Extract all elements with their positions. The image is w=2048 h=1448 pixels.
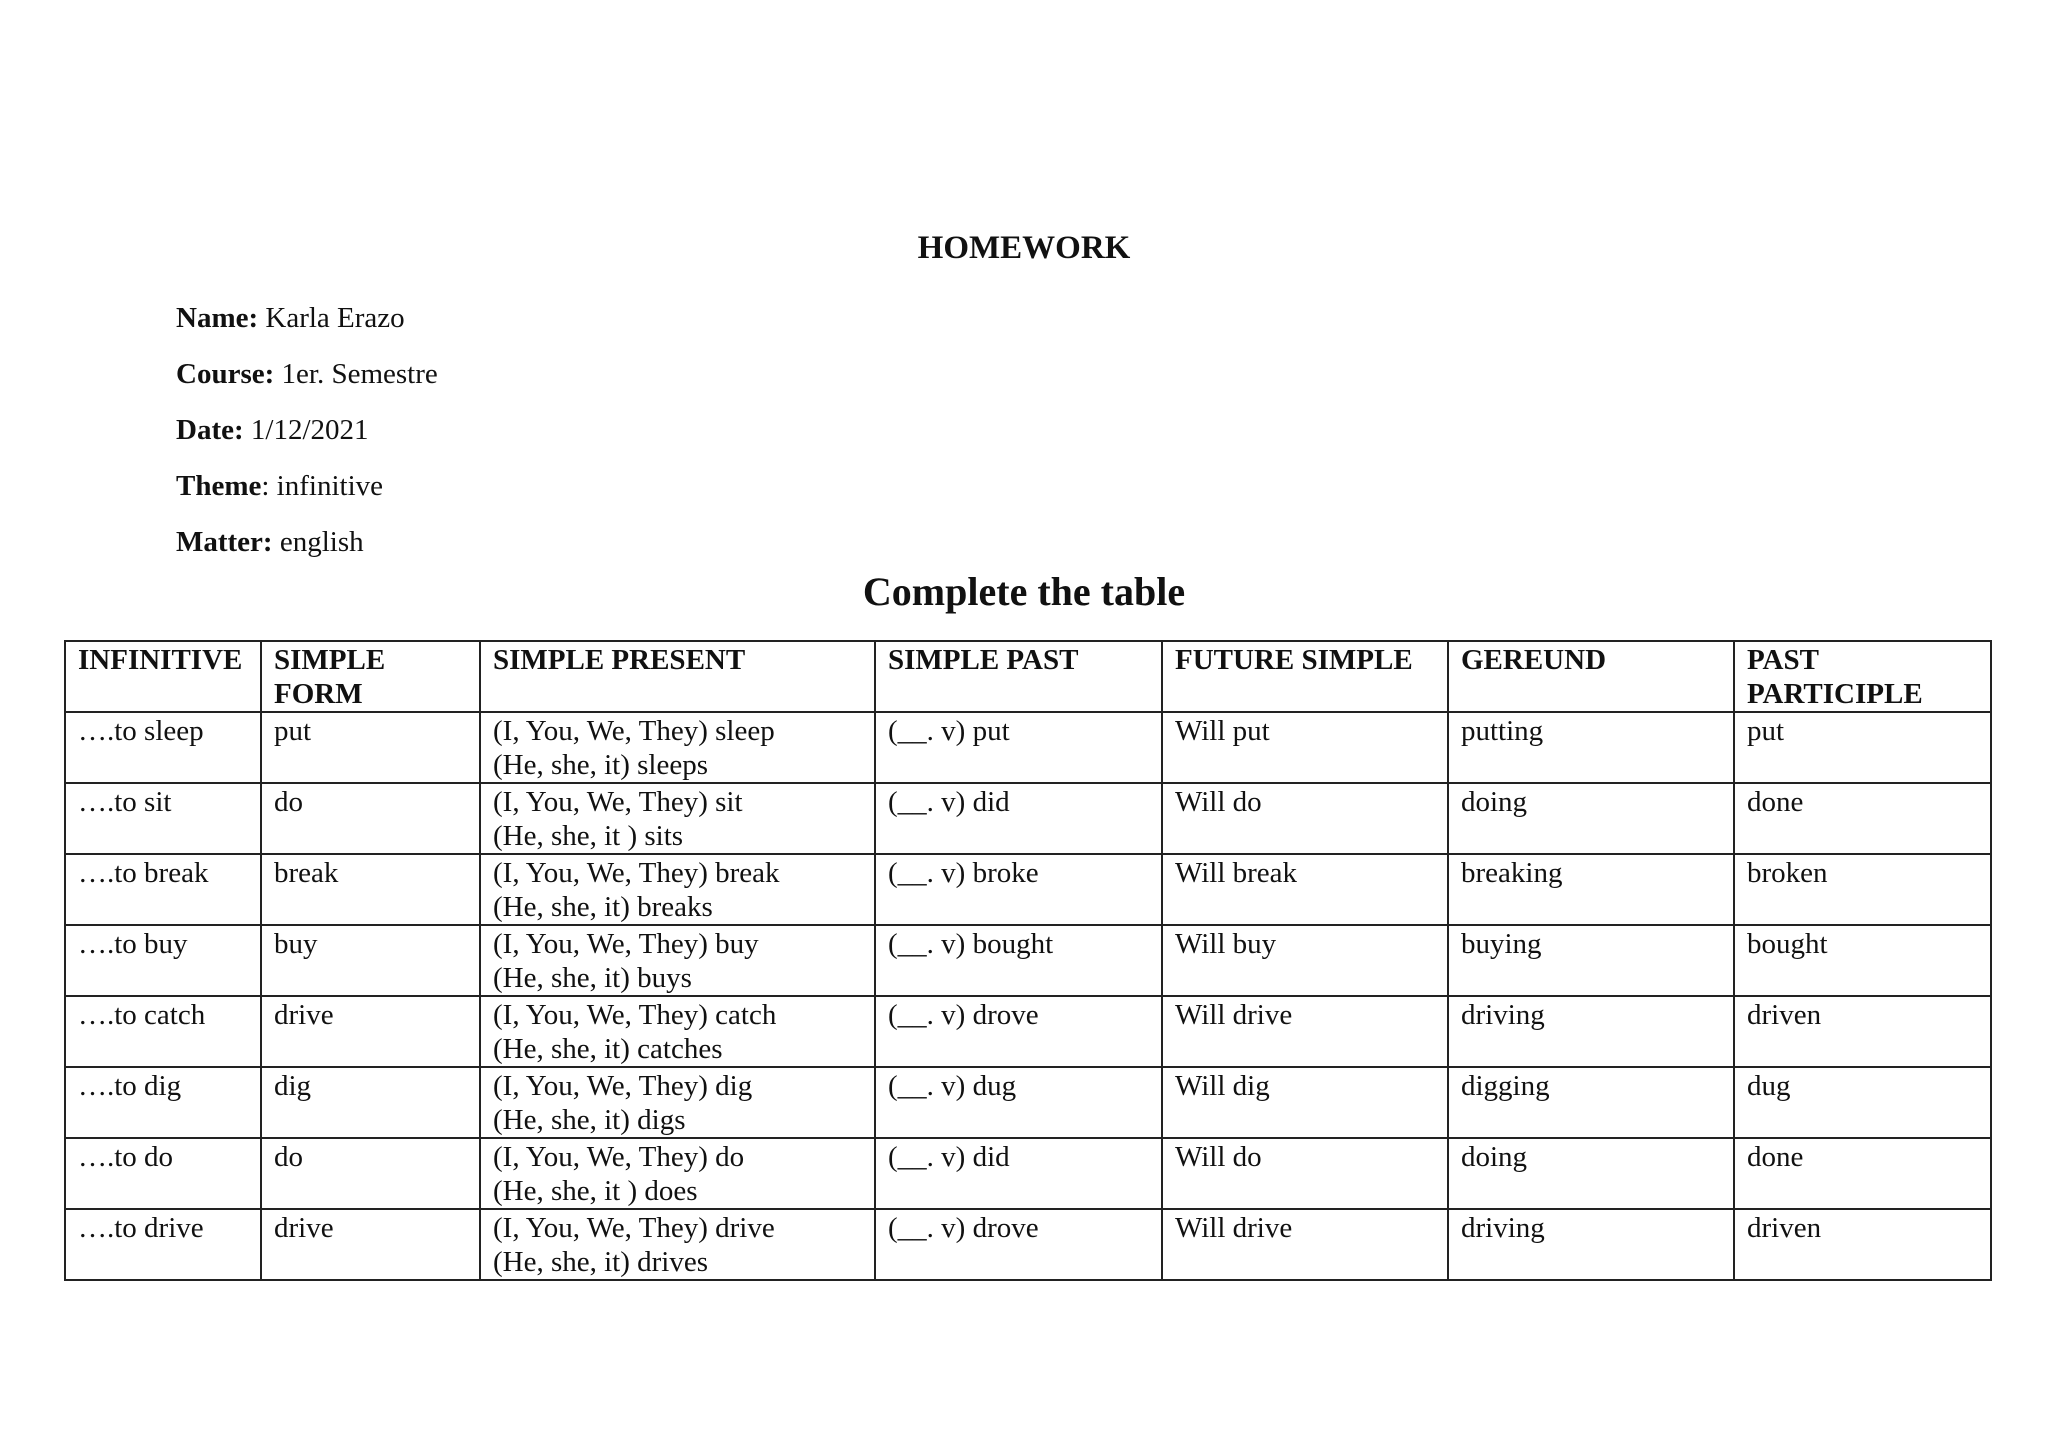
simple-form-cell: dig — [261, 1067, 480, 1138]
past-participle-cell: bought — [1734, 925, 1991, 996]
infinitive-cell: ….to drive — [65, 1209, 261, 1280]
gerund-cell: putting — [1448, 712, 1734, 783]
document-title: HOMEWORK — [917, 230, 1131, 266]
name-label: Name: — [176, 302, 259, 334]
course-line — [176, 346, 438, 402]
header-simple-past: SIMPLE PAST — [875, 641, 1162, 712]
gerund-cell: buying — [1448, 925, 1734, 996]
table-title: Complete the table — [862, 569, 1186, 614]
simple-past-cell: (__. v) broke — [875, 854, 1162, 925]
table-row — [65, 1067, 1991, 1138]
future-simple-cell: Will dig — [1162, 1067, 1448, 1138]
gerund-cell: driving — [1448, 1209, 1734, 1280]
theme-value: : infinitive — [261, 470, 383, 502]
simple-past-cell: (__. v) did — [875, 1138, 1162, 1209]
present-plural: (I, You, We, They) buy — [493, 928, 759, 960]
header-row — [65, 641, 1991, 712]
simple-past-cell: (__. v) bought — [875, 925, 1162, 996]
header-infinitive: INFINITIVE — [65, 641, 261, 712]
present-singular: (He, she, it) digs — [493, 1104, 686, 1136]
header-simple-present: SIMPLE PRESENT — [480, 641, 875, 712]
name-line — [176, 290, 438, 346]
simple-present-cell — [480, 1209, 875, 1280]
present-singular: (He, she, it) buys — [493, 962, 692, 994]
header-past-participle: PAST PARTICIPLE — [1734, 641, 1991, 712]
simple-present-cell — [480, 1138, 875, 1209]
simple-form-cell: drive — [261, 996, 480, 1067]
simple-past-cell: (__. v) drove — [875, 996, 1162, 1067]
gerund-cell: digging — [1448, 1067, 1734, 1138]
table-row — [65, 783, 1991, 854]
theme-line — [176, 458, 438, 514]
header-future-simple: FUTURE SIMPLE — [1162, 641, 1448, 712]
present-singular: (He, she, it) drives — [493, 1246, 709, 1278]
present-plural: (I, You, We, They) do — [493, 1141, 745, 1173]
table-row — [65, 1209, 1991, 1280]
simple-form-cell: drive — [261, 1209, 480, 1280]
simple-past-cell: (__. v) drove — [875, 1209, 1162, 1280]
simple-past-cell: (__. v) did — [875, 783, 1162, 854]
simple-form-cell: do — [261, 783, 480, 854]
future-simple-cell: Will buy — [1162, 925, 1448, 996]
future-simple-cell: Will break — [1162, 854, 1448, 925]
future-simple-cell: Will drive — [1162, 1209, 1448, 1280]
gerund-cell: driving — [1448, 996, 1734, 1067]
gerund-cell: breaking — [1448, 854, 1734, 925]
infinitive-cell: ….to buy — [65, 925, 261, 996]
infinitive-cell: ….to sleep — [65, 712, 261, 783]
present-singular: (He, she, it) catches — [493, 1033, 723, 1065]
present-plural: (I, You, We, They) sit — [493, 786, 743, 818]
infinitive-cell: ….to break — [65, 854, 261, 925]
simple-present-cell — [480, 925, 875, 996]
past-participle-cell: dug — [1734, 1067, 1991, 1138]
present-plural: (I, You, We, They) sleep — [493, 715, 775, 747]
simple-form-cell: break — [261, 854, 480, 925]
simple-form-cell: put — [261, 712, 480, 783]
gerund-cell: doing — [1448, 1138, 1734, 1209]
past-participle-cell: driven — [1734, 996, 1991, 1067]
future-simple-cell: Will do — [1162, 783, 1448, 854]
simple-present-cell — [480, 712, 875, 783]
present-singular: (He, she, it) sleeps — [493, 749, 709, 781]
table-row — [65, 854, 1991, 925]
infinitive-cell: ….to do — [65, 1138, 261, 1209]
infinitive-cell: ….to catch — [65, 996, 261, 1067]
gerund-cell: doing — [1448, 783, 1734, 854]
simple-form-cell: buy — [261, 925, 480, 996]
past-participle-cell: done — [1734, 783, 1991, 854]
matter-label: Matter: — [176, 526, 273, 558]
header-simple-form: SIMPLE FORM — [261, 641, 480, 712]
simple-present-cell — [480, 1067, 875, 1138]
infinitive-cell: ….to sit — [65, 783, 261, 854]
simple-past-cell: (__. v) dug — [875, 1067, 1162, 1138]
table-row — [65, 925, 1991, 996]
simple-present-cell — [480, 783, 875, 854]
future-simple-cell: Will drive — [1162, 996, 1448, 1067]
date-value: 1/12/2021 — [243, 414, 369, 446]
simple-past-cell: (__. v) put — [875, 712, 1162, 783]
future-simple-cell: Will do — [1162, 1138, 1448, 1209]
course-value: 1er. Semestre — [274, 358, 438, 390]
present-singular: (He, she, it ) sits — [493, 820, 684, 852]
matter-value: english — [272, 526, 364, 558]
simple-present-cell — [480, 854, 875, 925]
present-singular: (He, she, it) breaks — [493, 891, 713, 923]
theme-label: Theme — [176, 470, 262, 502]
course-label: Course: — [176, 358, 275, 390]
student-info — [176, 290, 438, 570]
present-singular: (He, she, it ) does — [493, 1175, 698, 1207]
past-participle-cell: done — [1734, 1138, 1991, 1209]
date-line — [176, 402, 438, 458]
past-participle-cell: put — [1734, 712, 1991, 783]
simple-present-cell — [480, 996, 875, 1067]
matter-line — [176, 514, 438, 570]
table-row — [65, 1138, 1991, 1209]
present-plural: (I, You, We, They) dig — [493, 1070, 753, 1102]
table-row — [65, 996, 1991, 1067]
header-gerund: GEREUND — [1448, 641, 1734, 712]
name-value: Karla Erazo — [258, 302, 405, 334]
simple-form-cell: do — [261, 1138, 480, 1209]
past-participle-cell: broken — [1734, 854, 1991, 925]
past-participle-cell: driven — [1734, 1209, 1991, 1280]
table-row — [65, 712, 1991, 783]
future-simple-cell: Will put — [1162, 712, 1448, 783]
infinitive-cell: ….to dig — [65, 1067, 261, 1138]
present-plural: (I, You, We, They) drive — [493, 1212, 775, 1244]
present-plural: (I, You, We, They) break — [493, 857, 780, 889]
present-plural: (I, You, We, They) catch — [493, 999, 777, 1031]
date-label: Date: — [176, 414, 244, 446]
verb-table — [64, 640, 1992, 1281]
